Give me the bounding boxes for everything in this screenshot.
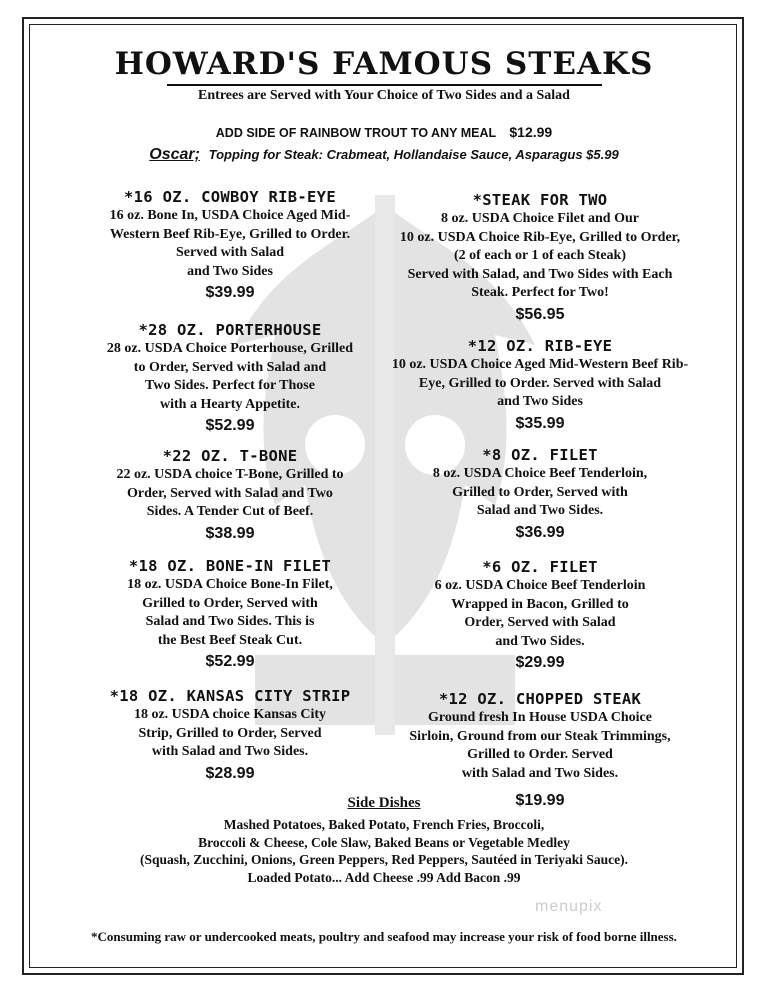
item-desc-line: Steak. Perfect for Two! bbox=[471, 285, 609, 300]
menupix-watermark: menupix bbox=[535, 898, 603, 915]
item-desc-line: 18 oz. USDA choice Kansas City bbox=[133, 707, 327, 722]
menu-item-kansas-city-strip bbox=[75, 687, 385, 784]
item-price: $28.99 bbox=[205, 764, 255, 782]
item-desc-line: Eye, Grilled to Order. Served with Salad bbox=[418, 375, 662, 391]
menu-item-bone-in-filet bbox=[75, 557, 385, 672]
menu-item-cowboy-ribeye bbox=[75, 188, 385, 303]
item-desc-line: 18 oz. USDA Choice Bone-In Filet, bbox=[127, 577, 333, 592]
item-desc-line: and Two Sides. bbox=[495, 633, 585, 649]
item-desc-line: Grilled to Order. Served bbox=[467, 747, 613, 762]
menu-item-chopped-steak bbox=[375, 690, 705, 811]
item-name: *16 OZ. COWBOY RIB-EYE bbox=[124, 188, 336, 206]
oscar-label: Oscar; bbox=[149, 146, 200, 163]
menu-item-porterhouse bbox=[75, 321, 385, 436]
item-price: $19.99 bbox=[515, 792, 565, 809]
item-desc-line: Order, Served with Salad and Two bbox=[127, 485, 333, 501]
item-desc-line: 16 oz. Bone In, USDA Choice Aged Mid- bbox=[109, 208, 351, 223]
item-desc-line: Served with Salad, and Two Sides with Each bbox=[407, 266, 673, 282]
item-desc-line: 22 oz. USDA choice T-Bone, Grilled to bbox=[116, 467, 344, 482]
item-desc-line: 10 oz. USDA Choice Rib-Eye, Grilled to Order, bbox=[399, 229, 681, 245]
item-name: *22 OZ. T-BONE bbox=[162, 447, 298, 465]
item-name: *8 OZ. FILET bbox=[482, 446, 598, 464]
item-desc-line: Salad and Two Sides. This is bbox=[145, 614, 315, 629]
side-dishes-line: Mashed Potatoes, Baked Potato, French Fries, Broccoli, bbox=[223, 817, 545, 832]
item-desc-line: 10 oz. USDA Choice Aged Mid-Western Beef Rib- bbox=[391, 357, 689, 372]
item-desc-line: Sides. A Tender Cut of Beef. bbox=[146, 504, 314, 519]
item-desc-line: Served with Salad bbox=[175, 245, 285, 260]
item-desc-line: Grilled to Order, Served with bbox=[142, 595, 318, 611]
oscar-description: Topping for Steak: Crabmeat, Hollandaise Sauce, Asparagus $5.99 bbox=[208, 147, 619, 162]
item-desc-line: (2 of each or 1 of each Steak) bbox=[454, 248, 626, 263]
item-desc-line: the Best Beef Steak Cut. bbox=[157, 632, 303, 648]
item-name: *12 OZ. CHOPPED STEAK bbox=[438, 690, 642, 708]
item-desc-line: Two Sides. Perfect for Those bbox=[145, 378, 315, 393]
item-name: *12 OZ. RIB-EYE bbox=[467, 337, 613, 355]
trout-addon bbox=[0, 124, 768, 140]
trout-addon-price: $12.99 bbox=[509, 124, 553, 140]
item-price: $52.99 bbox=[205, 417, 255, 434]
oscar-topping bbox=[0, 146, 768, 164]
entree-subtitle: Entrees are Served with Your Choice of Two Sides and a Salad bbox=[198, 88, 570, 103]
item-desc-line: Salad and Two Sides. bbox=[476, 503, 604, 518]
item-desc-line: 8 oz. USDA Choice Beef Tenderloin, bbox=[432, 466, 648, 481]
item-desc-line: to Order, Served with Salad and bbox=[133, 359, 327, 375]
item-desc-line: Grilled to Order, Served with bbox=[452, 484, 628, 500]
menu-item-tbone bbox=[75, 447, 385, 544]
item-price: $36.99 bbox=[515, 523, 565, 541]
item-name: *18 OZ. BONE-IN FILET bbox=[128, 557, 332, 575]
item-desc-line: Ground fresh In House USDA Choice bbox=[428, 710, 652, 725]
menu-item-12oz-ribeye bbox=[375, 337, 705, 434]
side-dishes-line: Broccoli & Cheese, Cole Slaw, Baked Beans or Vegetable Medley bbox=[198, 834, 570, 850]
item-name: *18 OZ. KANSAS CITY STRIP bbox=[109, 687, 351, 705]
restaurant-title: HOWARD'S FAMOUS STEAKS bbox=[114, 46, 654, 82]
item-desc-line: with Salad and Two Sides. bbox=[151, 744, 309, 759]
side-dishes-line: Loaded Potato... Add Cheese .99 Add Bacon .99 bbox=[247, 869, 521, 885]
item-name: *6 OZ. FILET bbox=[482, 558, 598, 576]
item-price: $56.95 bbox=[515, 305, 565, 323]
item-name: *STEAK FOR TWO bbox=[472, 191, 608, 209]
item-price: $52.99 bbox=[205, 653, 255, 670]
item-desc-line: Strip, Grilled to Order, Served bbox=[138, 725, 322, 741]
menu-item-8oz-filet bbox=[375, 446, 705, 543]
item-price: $29.99 bbox=[515, 654, 565, 671]
item-price: $35.99 bbox=[515, 414, 565, 432]
trout-addon-text: ADD SIDE OF RAINBOW TROUT TO ANY MEAL bbox=[215, 126, 496, 140]
item-desc-line: Wrapped in Bacon, Grilled to bbox=[451, 596, 629, 612]
title-underline bbox=[167, 84, 602, 86]
menu-item-6oz-filet bbox=[375, 558, 705, 673]
side-dishes-heading: Side Dishes bbox=[347, 795, 421, 811]
item-price: $39.99 bbox=[205, 284, 255, 301]
item-desc-line: 6 oz. USDA Choice Beef Tenderloin bbox=[434, 578, 646, 593]
side-dishes-list bbox=[90, 816, 678, 886]
menu-item-steak-for-two bbox=[375, 191, 705, 325]
item-desc-line: Western Beef Rib-Eye, Grilled to Order. bbox=[109, 226, 351, 242]
item-desc-line: and Two Sides bbox=[497, 394, 583, 409]
side-dishes-line: (Squash, Zucchini, Onions, Green Peppers, Red Peppers, Sautéed in Teriyaki Sauce). bbox=[139, 852, 629, 867]
item-price: $38.99 bbox=[205, 524, 255, 542]
food-safety-disclaimer: *Consuming raw or undercooked meats, poultry and seafood may increase your risk of food borne illness. bbox=[91, 929, 677, 944]
item-desc-line: 8 oz. USDA Choice Filet and Our bbox=[441, 211, 639, 226]
item-desc-line: Order, Served with Salad bbox=[464, 615, 616, 630]
item-desc-line: with a Hearty Appetite. bbox=[160, 396, 300, 412]
item-desc-line: 28 oz. USDA Choice Porterhouse, Grilled bbox=[106, 341, 354, 356]
item-desc-line: and Two Sides bbox=[187, 263, 273, 279]
item-desc-line: with Salad and Two Sides. bbox=[461, 765, 619, 781]
item-name: *28 OZ. PORTERHOUSE bbox=[138, 321, 322, 339]
item-desc-line: Sirloin, Ground from our Steak Trimmings, bbox=[409, 728, 671, 744]
